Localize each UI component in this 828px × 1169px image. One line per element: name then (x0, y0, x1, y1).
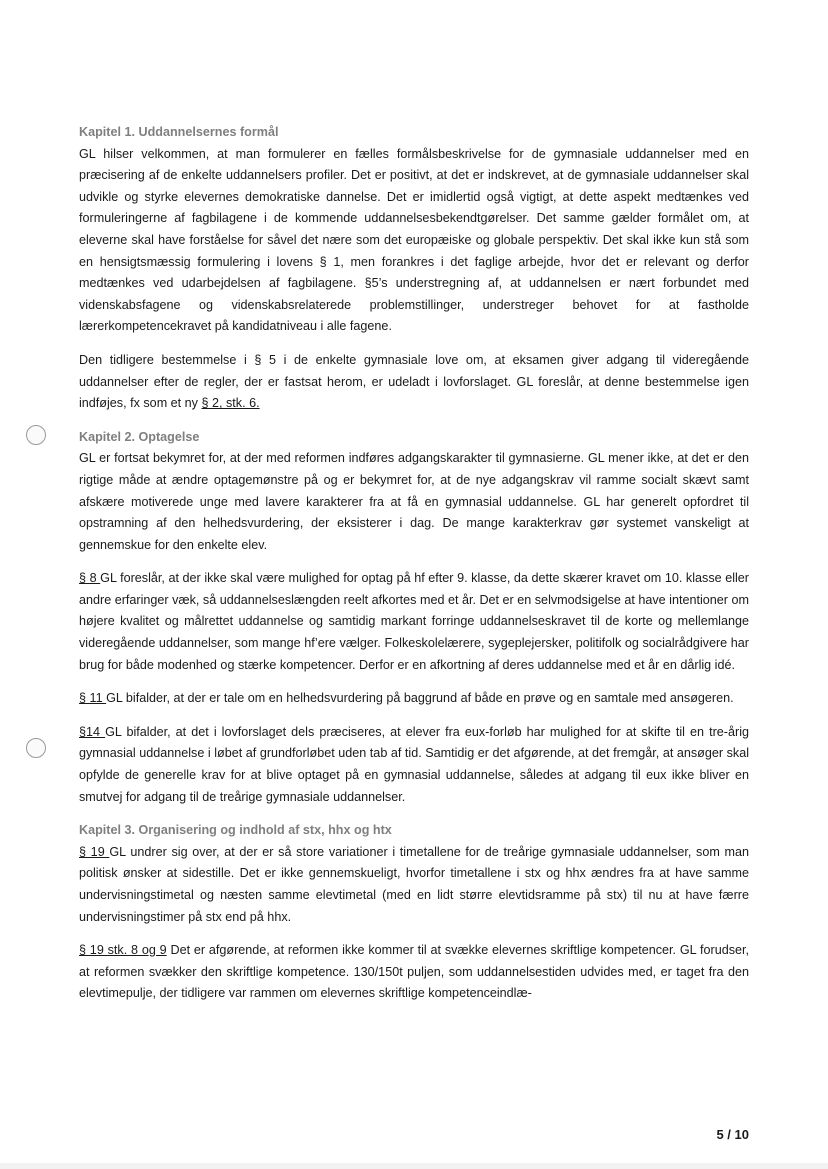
paragraph (79, 688, 749, 710)
paragraph: GL hilser velkommen, at man formulerer en fælles formålsbeskrivelse for de gymnasiale uddannelser med en præcisering af de enkelte uddannelsers profiler. Det er positivt, at det er indskrevet, at de gymnasiale uddannelser skal udvikle og styrke elevernes demokratiske dannelse. Det er imidlertid også vigtigt, at dette aspekt medtænkes ved formuleringerne af fagbilagene i de kommende uddannelsesbekendtgørelser. Det samme gælder formålet om, at eleverne skal have forståelse for såvel det nære som det europæiske og globale perspektiv. Det skal ikke kun stå som en hensigtsmæssig formulering i lovens § 1, men forankres i det faglige arbejde, hvor det er relevant og derfor medtænkes ved udarbejdelsen af fagbilagene. §5’s understregning af, at uddannelsen er nært forbundet med videnskabsfagene og videnskabsrelaterede problemstillinger, understreger behovet for at fastholde lærerkompetencekravet på kandidatniveau i alle fagene. (79, 146, 749, 334)
comment-marker-icon[interactable] (26, 425, 46, 445)
paragraph-text: GL bifalder, at det i lovforslaget dels præciseres, at elever fra eux-forløb har mulighed for at skifte til en tre-årig gymnasial uddannelse i løbet af grundforløbet uden tab af tid. Samtidig er det afgørende, at det fremgår, at ansøger skal opfylde de generelle krav for at blive optaget på en gymnasial uddannelse, således at adgang til eux ikke bliver en smutvej for adgang til de treårige gymnasiale uddannelser. (79, 724, 750, 804)
section-heading-3: Kapitel 3. Organisering og indhold af stx, hhx og htx (79, 823, 392, 838)
section-reference-link[interactable]: § 19 (79, 844, 110, 859)
page-number: 5 / 10 (716, 1127, 749, 1142)
paragraph (79, 350, 749, 415)
section-heading-1: Kapitel 1. Uddannelsernes formål (79, 125, 279, 139)
section-reference-link[interactable]: § 2, stk. 6. (201, 396, 260, 411)
paragraph-text: GL foreslår, at der ikke skal være mulighed for optag på hf efter 9. klasse, da dette skærer kravet om 10. klasse eller andre erfaringer væk, så uddannelseslængden reelt afkortes med et år. Det er en selvmodsigelse at have intentioner om højere kvalitet og målrettet uddannelse og samtidig markant forringe uddannelseskravet til de korte og mellemlange videregående uddannelser, som mange hf’ere vælger. Folkeskolelærere, sygeplejersker, politifolk og socialrådgivere har brug for både modenhed og stærke kompetencer. Derfor er en afkortning af deres uddannelse med et år en dårlig idé. (79, 571, 749, 672)
paragraph-text: Den tidligere bestemmelse i § 5 i de enkelte gymnasiale love om, at eksamen giver adgang til videregående uddannelser efter de regler, der er fastsat herom, er udeladt i lovforslaget. GL foreslår, at denne bestemmelse igen indføjes, fx som et ny (79, 352, 749, 411)
paragraph (79, 722, 749, 808)
paragraph (79, 568, 749, 676)
paragraph (79, 940, 749, 1005)
section-reference-link[interactable]: § 11 (79, 691, 107, 706)
page-bottom-edge (0, 1163, 828, 1169)
paragraph-text: GL undrer sig over, at der er så store variationer i timetallene for de treårige gymnasiale uddannelser, som man politisk ønsker at sidestille. Det er ikke gennemskueligt, hvorfor timetallene i stx og hhx ændres fra at have samme undervisningstimetal og næsten samme elevtimetal (med en lidt større elevtidsramme på stx) til nu at have færre undervisningstimer på stx end på hhx. (79, 844, 749, 924)
document-body (79, 122, 749, 1005)
paragraph-text: Det er afgørende, at reformen ikke kommer til at svække elevernes skriftlige kompetencer. GL forudser, at reformen svækker den skriftlige kompetence. 130/150t puljen, som uddannelsestiden udvides med, er taget fra den elevtimepulje, der tidligere var rammen om elevernes skriftlige kompetenceindlæ- (79, 943, 749, 1001)
section-heading-2: Kapitel 2. Optagelse (79, 429, 200, 444)
paragraph: GL er fortsat bekymret for, at der med reformen indføres adgangskarakter til gymnasierne. GL mener ikke, at det er den rigtige måde at ændre optagemønstre på og er bekymret for, at de nye adgangskrav vil ramme socialt skævt samt afskære motiverede unge med lavere karakterer fra at få en gymnasial uddannelse. GL har generelt opfordret til opstramning af den helhedsvurdering, der eksisterer i dag. De mange karakterkrav gør systemet vanskeligt at gennemskue for den enkelte elev. (79, 451, 749, 552)
comment-marker-icon[interactable] (26, 738, 46, 758)
section-reference-link[interactable]: § 8 (79, 571, 101, 586)
paragraph (79, 842, 749, 928)
paragraph-text: GL bifalder, at der er tale om en helhedsvurdering på baggrund af både en prøve og en samtale med ansøgeren. (106, 691, 734, 706)
section-reference-link[interactable]: § 19 stk. 8 og 9 (79, 943, 167, 958)
section-reference-link[interactable]: §14 (79, 724, 106, 739)
